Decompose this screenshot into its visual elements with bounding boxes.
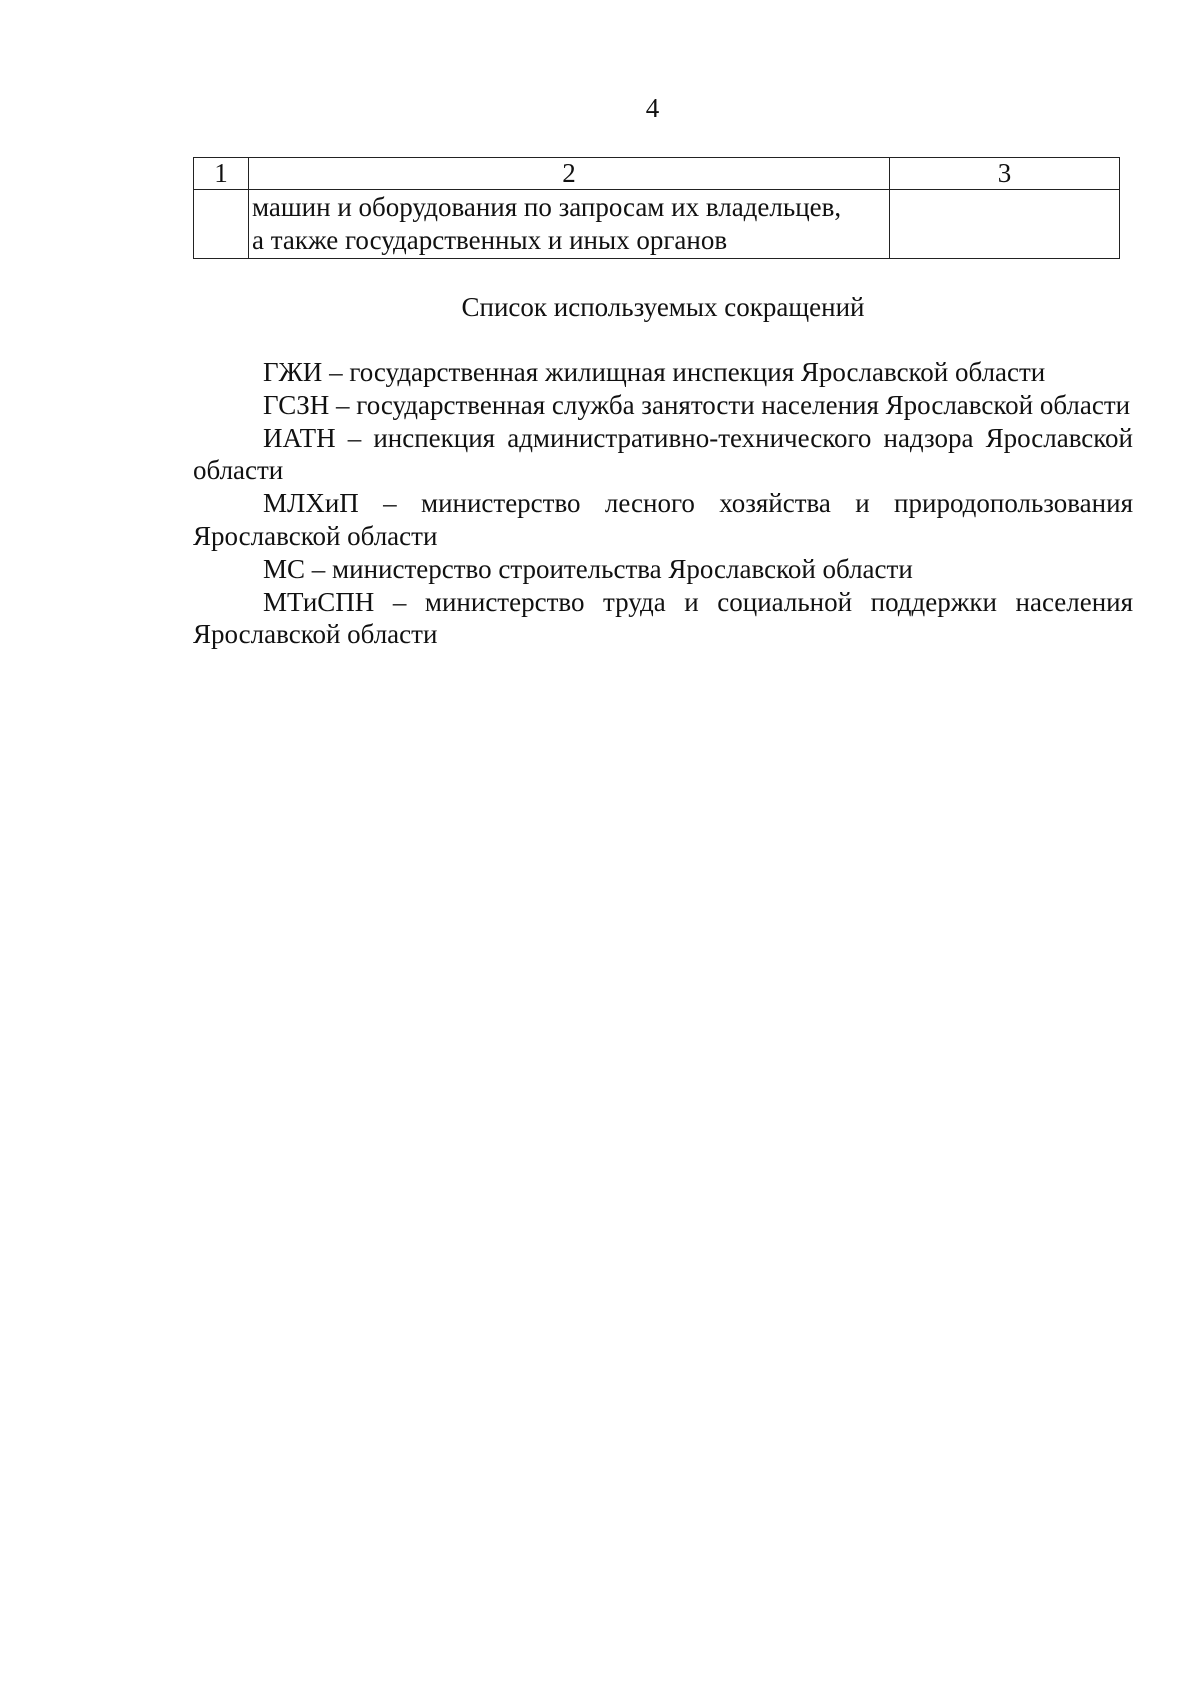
- abbreviation-definition: министерство строительства Ярославской области: [332, 553, 913, 584]
- abbreviation-term: МС: [263, 553, 306, 584]
- abbreviation-definition: государственная служба занятости населения Ярославской области: [356, 389, 1131, 420]
- table-cell-description-line-1: машин и оборудования по запросам их владельцев,: [252, 192, 842, 222]
- table-header-cell-3: 3: [890, 158, 1120, 190]
- abbreviation-list: [193, 356, 1133, 651]
- section-title: Список используемых сокращений: [461, 292, 865, 322]
- abbreviation-separator: –: [311, 553, 326, 584]
- abbreviation-definition: инспекция административно-технического надзора Ярославской области: [193, 422, 1133, 486]
- abbreviation-term: ГЖИ: [263, 357, 323, 387]
- abbreviation-separator: –: [383, 488, 397, 519]
- abbreviation-separator: –: [336, 389, 350, 420]
- abbreviation-definition: министерство труда и социальной поддержки населения Ярославской области: [193, 586, 1134, 650]
- table-cell-description: [249, 190, 890, 259]
- table-cell-note: [890, 190, 1120, 259]
- abbreviation-item: [193, 487, 1133, 553]
- table-row: [194, 190, 1120, 259]
- abbreviation-item: [193, 553, 1133, 586]
- abbreviation-term: МЛХиП: [263, 488, 359, 519]
- page-number: 4: [645, 93, 660, 123]
- abbreviation-term: МТиСПН: [263, 586, 375, 617]
- abbreviation-item: [193, 356, 1133, 389]
- table-header-cell-2: 2: [249, 158, 890, 190]
- abbreviation-separator: –: [392, 586, 407, 617]
- abbreviation-term: ИАТН: [263, 422, 336, 453]
- abbreviation-separator: –: [347, 422, 362, 453]
- abbreviation-item: [193, 422, 1133, 488]
- table-header-row: [194, 158, 1120, 190]
- abbreviation-item: [193, 389, 1133, 422]
- continuation-table: [193, 157, 1120, 259]
- abbreviation-separator: –: [329, 357, 343, 387]
- abbreviation-definition: государственная жилищная инспекция Ярославской области: [349, 357, 1046, 387]
- abbreviation-term: ГСЗН: [263, 389, 330, 420]
- table-cell-description-line-2: а также государственных и иных органов: [252, 225, 728, 255]
- table-header-cell-1: 1: [194, 158, 249, 190]
- abbreviation-definition: министерство лесного хозяйства и природопользования Ярославской области: [193, 488, 1133, 551]
- abbreviation-item: [193, 586, 1133, 652]
- table-cell-number: [194, 190, 249, 259]
